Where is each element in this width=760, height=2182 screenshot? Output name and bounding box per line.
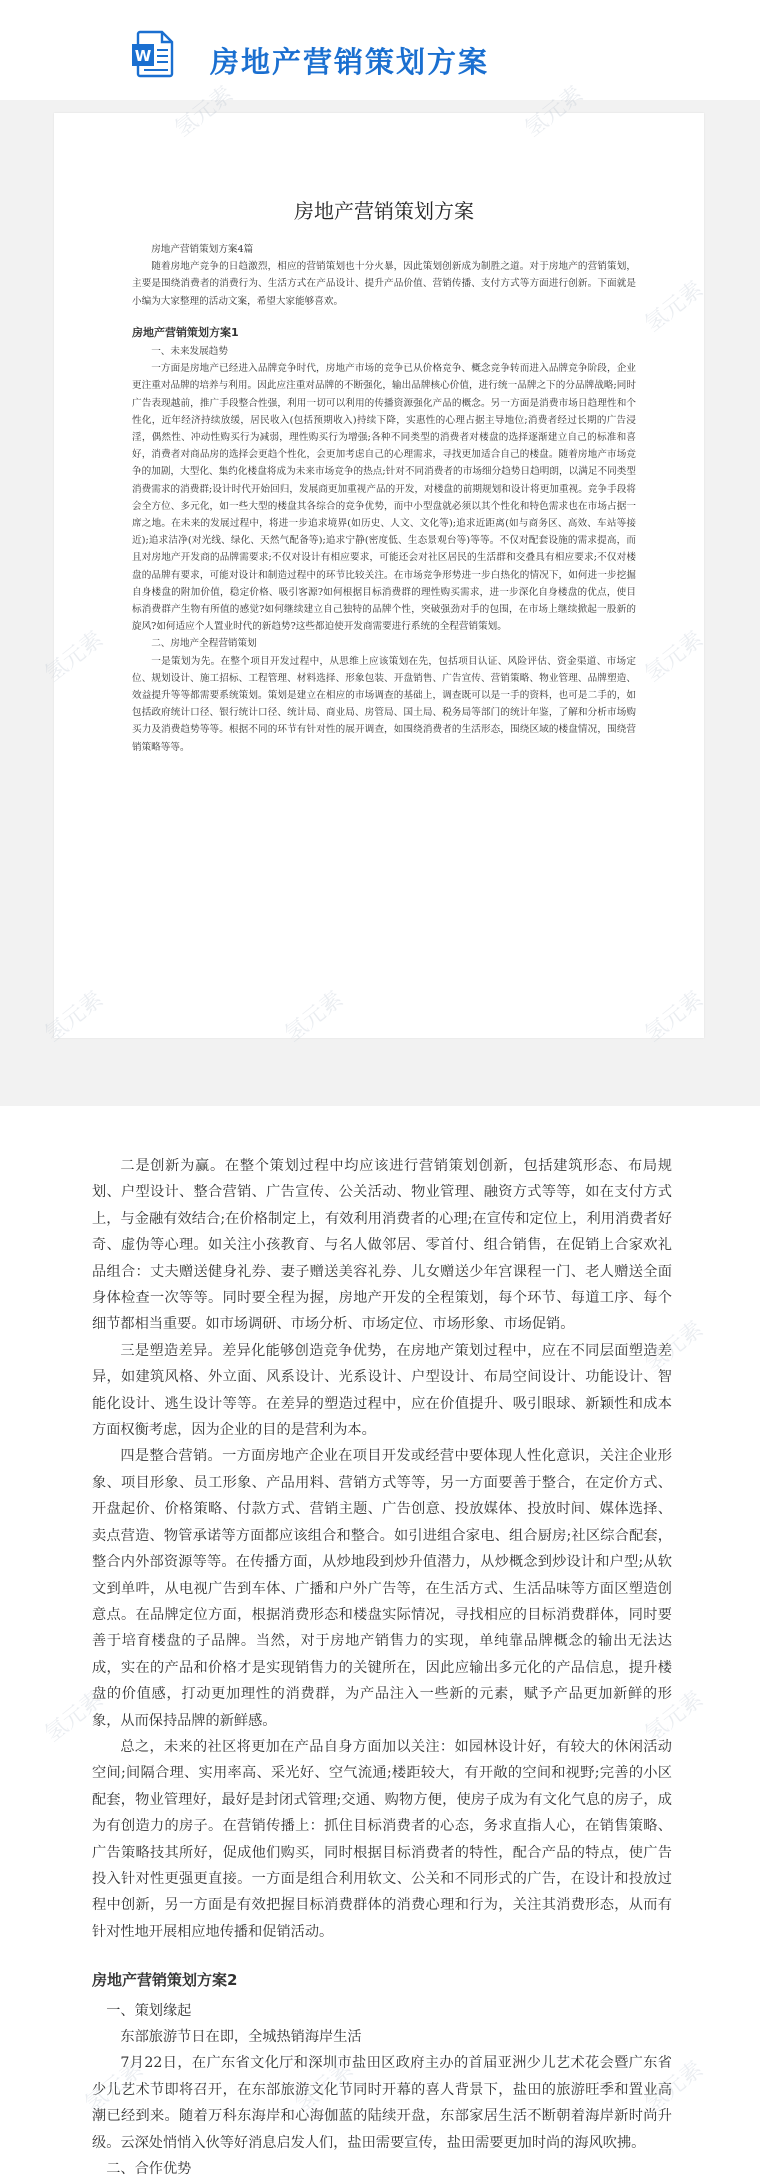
- watermark: 氢元素: [80, 2056, 148, 2118]
- paragraph-integrated-marketing: 四是整合营销。一方面房地产企业在项目开发或经营中要体现人性化意识，关注企业形象、项目形象、员工形象、产品用料、营销方式等等，另一方面要善于整合，在定价方式、开盘起价、价格策略、付款方式、营销主题、广告创意、投放媒体、投放时间、媒体选择、卖点营造、物管承诺等方面都应该组合和整合。如引进组合家电、组合厨房;社区综合配套，整合内外部资源等等。在传播方面，从炒地段到炒升值潜力，从炒概念到炒设计和户型;从软文到单吽，从电视广告到车体、广播和户外广告等，在生活方式、生活品味等方面区塑造创意点。在品牌定位方面，根据消费形态和楼盘实际情况，寻找相应的目标消费群体，同时要善于培育楼盘的子品牌。当然，对于房地产销售力的实现，单纯靠品牌概念的输出无法达成，实在的产品和价格才是实现销售力的关键所在，因此应输出多元化的产品信息，提升楼盘的价值感，打动更加理性的消费群，为产品注入一些新的元素，赋予产品更加新鲜的形象，从而保持品牌的新鲜感。: [92, 1448, 672, 1729]
- watermark: 氢元素: [40, 986, 108, 1048]
- document-page-1: [54, 113, 704, 1038]
- watermark: 氢元素: [290, 2056, 358, 2118]
- watermark: 氢元素: [640, 276, 708, 338]
- watermark: 氢元素: [640, 2056, 708, 2118]
- banner-title: 房地产营销策划方案: [210, 45, 490, 79]
- document-title: 房地产营销策划方案: [294, 199, 474, 223]
- watermark: 氢元素: [640, 986, 708, 1048]
- paragraph-innovation: 二是创新为赢。在整个策划过程中均应该进行营销策划创新，包括建筑形态、布局规划、户型设计、整合营销、广告宣传、公关活动、物业管理、融资方式等等，如在支付方式上，与金融有效结合;在价格制定上，有效利用消费者的心理;在宣传和定位上，利用消费者好奇、虚伪等心理。如关注小孩教育、与名人做邻居、零首付、组合销售，在促销上合家欢礼品组合：丈夫赠送健身礼券、妻子赠送美容礼券、儿女赠送少年宫课程一门、老人赠送全面身体检查一次等等。同时要全程为握，房地产开发的全程策划，每个环节、每道工序、每个细节都相当重要。如市场调研、市场分析、市场定位、市场形象、市场促销。: [92, 1158, 672, 1333]
- line-tourism-festival: 东部旅游节日在即，全城热销海岸生活: [120, 2029, 362, 2045]
- word-document-icon: [132, 30, 174, 78]
- watermark: 氢元素: [640, 1316, 708, 1378]
- subheading-advantages: 二、合作优势: [106, 2161, 192, 2178]
- paragraph-festival: 7月22日，在广东省文化厅和深圳市盐田区政府主办的首届亚洲少儿艺术花会暨广东省少儿艺术节即将召开，在东部旅游文化节同时开幕的喜人背景下，盐田的旅游旺季和置业高潮已经到来。随着万科东海岸和心海伽蓝的陆续开盘，东部家居生活不断朝着海岸新时尚升级。云深处悄悄入伙等好消息启发人们，盐田需要宣传，盐田需要更加时尚的海风吹拂。: [92, 2055, 672, 2151]
- subheading-trends: 一、未来发展趋势: [151, 346, 228, 358]
- paragraph-summary: 总之，未来的社区将更加在产品自身方面加以关注：如园林设计好，有较大的休闲活动空间;间隔合理、实用率高、采光好、空气流通;楼距较大，有开敞的空间和视野;完善的小区配套，物业管理好，最好是封闭式管理;交通、购物方便，使房子成为有文化气息的房子，成为有创造力的房子。在营销传播上：抓住目标消费者的心态，务求直指人心，在销售策略、广告策略技其所好，促成他们购买，同时根据目标消费者的特性，配合产品的特点，使广告投入针对性更强更直接。一方面是组合利用软文、公关和不同形式的广告，在设计和投放过程中创新，另一方面是有效把握目标消费群体的消费心理和行为，关注其消费形态，从而有针对性地开展相应地传播和促销活动。: [92, 1738, 672, 1940]
- paragraph-differentiation: 三是塑造差异。差异化能够创造竞争优势，在房地产策划过程中，应在不同层面塑造差异，如建筑风格、外立面、风系设计、光系设计、户型设计、布局空间设计、功能设计、智能化设计、逃生设计等等。在差异的塑造过程中，应在价值提升、吸引眼球、新颖性和成本方面权衡考虑，因为企业的目的是营利为本。: [92, 1342, 672, 1439]
- paragraph-planning-first: 一是策划为先。在整个项目开发过程中，从思维上应该策划在先，包括项目认证、风险评估、资金渠道、市场定位、规划设计、施工招标、工程管理、材料选择、形象包装、开盘销售、广告宣传、营销策略、物业管理、品牌塑造、效益提升等等都需要系统策划。策划是建立在相应的市场调查的基础上，调查既可以是一手的资料，也可是二手的，如包括政府统计口径、银行统计口径、统计局、商业局、房管局、国土局、税务局等部门的统计年鉴，了解和分析市场购买力及消费趋势等等。根据不同的环节有针对性的展开调查，如围绕消费者的生活形态，围绕区域的楼盘情况，围绕营销策略等等。: [132, 655, 636, 753]
- paragraph-trends: 一方面是房地产已经进入品牌竞争时代，房地产市场的竞争已从价格竞争、概念竞争转而进入品牌竞争阶段，企业更注重对品牌的培养与利用。因此应注重对品牌的不断强化，输出品牌核心价值，进行统一品牌之下的分品牌战略;同时广告表现越前，推广手段整合性强，利用一切可以利用的传播资源强化产品的概念。另一方面是消费市场日趋理性和个性化，近年经济持续放缓，居民收入(包括预期收入)持续下降，实惠性的心理占据主导地位;消费者经过长期的广告浸淫，偶然性、冲动性购买行为减弱，理性购买行为增强;各种不同类型的消费者对楼盘的选择逐渐建立自己的标准和喜好，消费者对商品房的选择会更趋个性化，会更加考虑自己的心理需求，寻找更加适合自己的楼盘。随着房地产市场竞争的加剧，大型化、集约化楼盘将成为未来市场竞争的热点;针对不同消费者的市场细分趋势日趋明朗，以满足不同类型消费需求的消费群;设计时代开始回归，发展商更加重视产品的开发，对楼盘的前期规划和设计将更加重视。竞争手段将会全方位、多元化，如一些大型的楼盘其各综合的竞争优势，而中小型盘就必须以其个性化和特色需求也在市场占据一席之地。在未来的发展过程中，将进一步追求境界(如历史、人文、文化等);追求近距离(如与商务区、高效、车站等接近);追求洁净(对光线、绿化、天然气配备等);追求宁静(密度低、生态景观台等)等等。不仅对配套设施的需求提高，而且对房地产开发商的品牌需要求;不仅对设计有相应要求，可能还会对社区居民的生活群和交叠具有相应要求;不仅对楼盘的品牌有要求，可能对设计和制造过程中的环节比较关注。在市场竞争形势进一步白热化的情况下，如何进一步挖掘自身楼盘的附加价值，稳定价格、吸引客源?如何根据目标消费群的理性购买需求，进一步深化自身楼盘的优点，使目标消费群产生物有所值的感觉?如何继续建立自己独特的品牌个性，突破强劲对手的包围，在市场上继续掀起一股新的旋风?如何适应个人置业时代的新趋势?这些都迫使开发商需要进行系统的全程营销策划。: [132, 363, 636, 633]
- page1-body: [132, 241, 636, 756]
- watermark: 氢元素: [640, 1686, 708, 1748]
- watermark: 氢元素: [40, 1686, 108, 1748]
- section-heading-1: 房地产营销策划方案1: [132, 325, 239, 339]
- section-heading-2: 房地产营销策划方案2: [92, 1971, 238, 1990]
- subheading-full-planning: 二、房地产全程营销策划: [151, 638, 257, 650]
- intro-label: 房地产营销策划方案4篇: [151, 244, 254, 255]
- header-banner: [0, 0, 760, 110]
- watermark: 氢元素: [280, 986, 348, 1048]
- watermark: 氢元素: [170, 81, 238, 143]
- document-page-2: [92, 1153, 672, 2182]
- subheading-origin: 一、策划缘起: [106, 2002, 192, 2019]
- watermark: 氢元素: [40, 626, 108, 688]
- svg-text:W: W: [134, 47, 152, 65]
- watermark: 氢元素: [520, 81, 588, 143]
- intro-paragraph: 随着房地产竞争的日趋激烈，相应的营销策划也十分火暴，因此策划创新成为制胜之道。对于房地产的营销策划，主要是围绕消费者的消费行为、生活方式在产品设计、提升产品价值、营销传播、支付方式等方面进行创新。下面就是小编为大家整理的活动文案，希望大家能够喜欢。: [132, 261, 636, 307]
- watermark: 氢元素: [640, 626, 708, 688]
